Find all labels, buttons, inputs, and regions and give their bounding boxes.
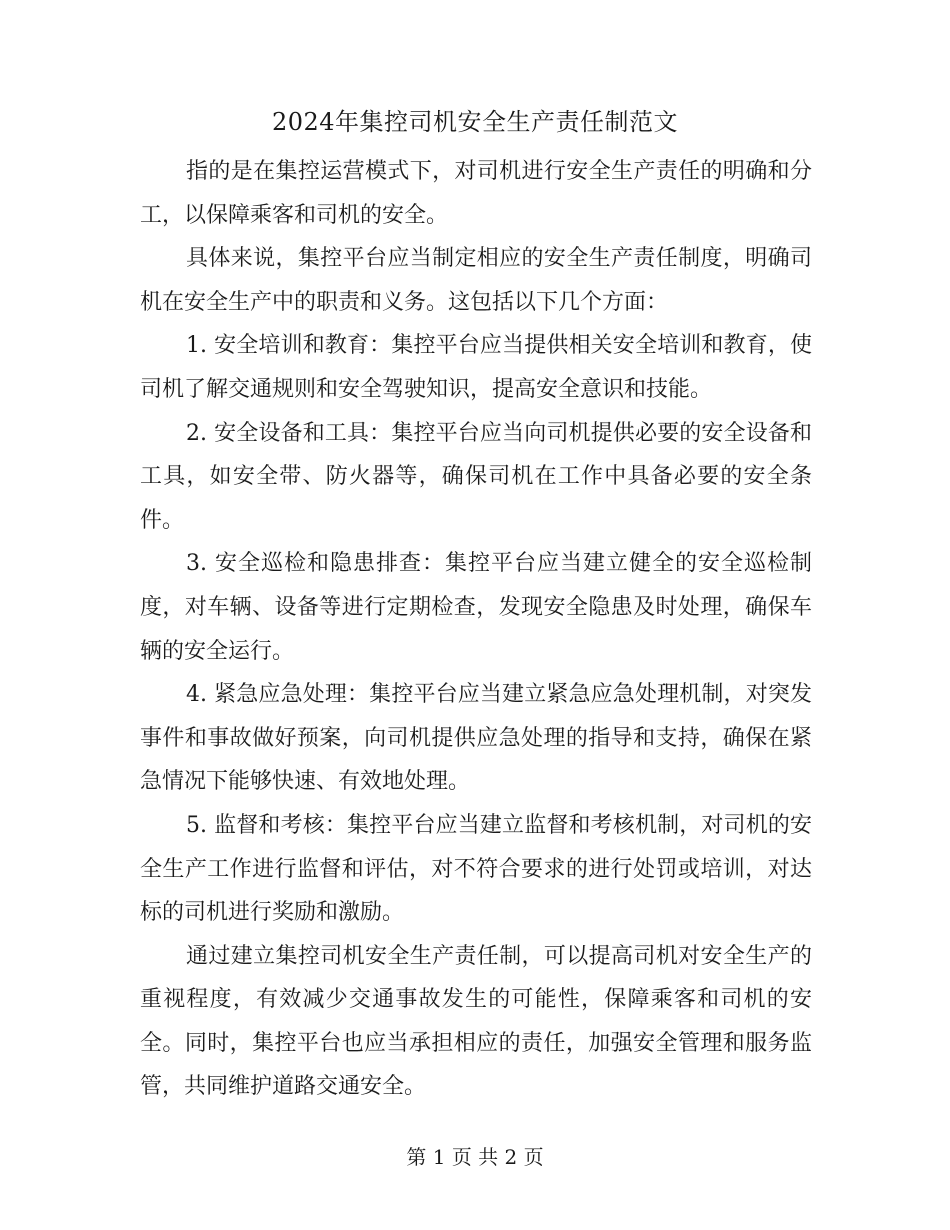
paragraph-item-inspection: 3. 安全巡检和隐患排查：集控平台应当建立健全的安全巡检制度，对车辆、设备等进行定期检查，发现安全隐患及时处理，确保车辆的安全运行。: [140, 551, 812, 664]
document-title: 2024年集控司机安全生产责任制范文: [271, 108, 679, 136]
paragraph-item-emergency: 4. 紧急应急处理：集控平台应当建立紧急应急处理机制，对突发事件和事故做好预案，向司机提供应急处理的指导和支持，确保在紧急情况下能够快速、有效地处理。: [140, 682, 812, 795]
paragraph-conclusion: 通过建立集控司机安全生产责任制，可以提高司机对安全生产的重视程度，有效减少交通事故发生的可能性，保障乘客和司机的安全。同时，集控平台也应当承担相应的责任，加强安全管理和服务监管，共同维护道路交通安全。: [140, 943, 812, 1100]
paragraph-intro: 指的是在集控运营模式下，对司机进行安全生产责任的明确和分工，以保障乘客和司机的安全。: [140, 159, 812, 228]
paragraph-item-equipment: 2. 安全设备和工具：集控平台应当向司机提供必要的安全设备和工具，如安全带、防火器等，确保司机在工作中具备必要的安全条件。: [140, 420, 812, 533]
paragraph-overview: 具体来说，集控平台应当制定相应的安全生产责任制度，明确司机在安全生产中的职责和义务。这包括以下几个方面：: [140, 246, 812, 315]
document-body: [140, 150, 812, 1109]
paragraph-item-training: 1. 安全培训和教育：集控平台应当提供相关安全培训和教育，使司机了解交通规则和安全驾驶知识，提高安全意识和技能。: [140, 333, 812, 402]
page-number-footer: 第 1 页 共 2 页: [406, 1145, 544, 1169]
paragraph-item-supervision: 5. 监督和考核：集控平台应当建立监督和考核机制，对司机的安全生产工作进行监督和评估，对不符合要求的进行处罚或培训，对达标的司机进行奖励和激励。: [140, 812, 812, 926]
